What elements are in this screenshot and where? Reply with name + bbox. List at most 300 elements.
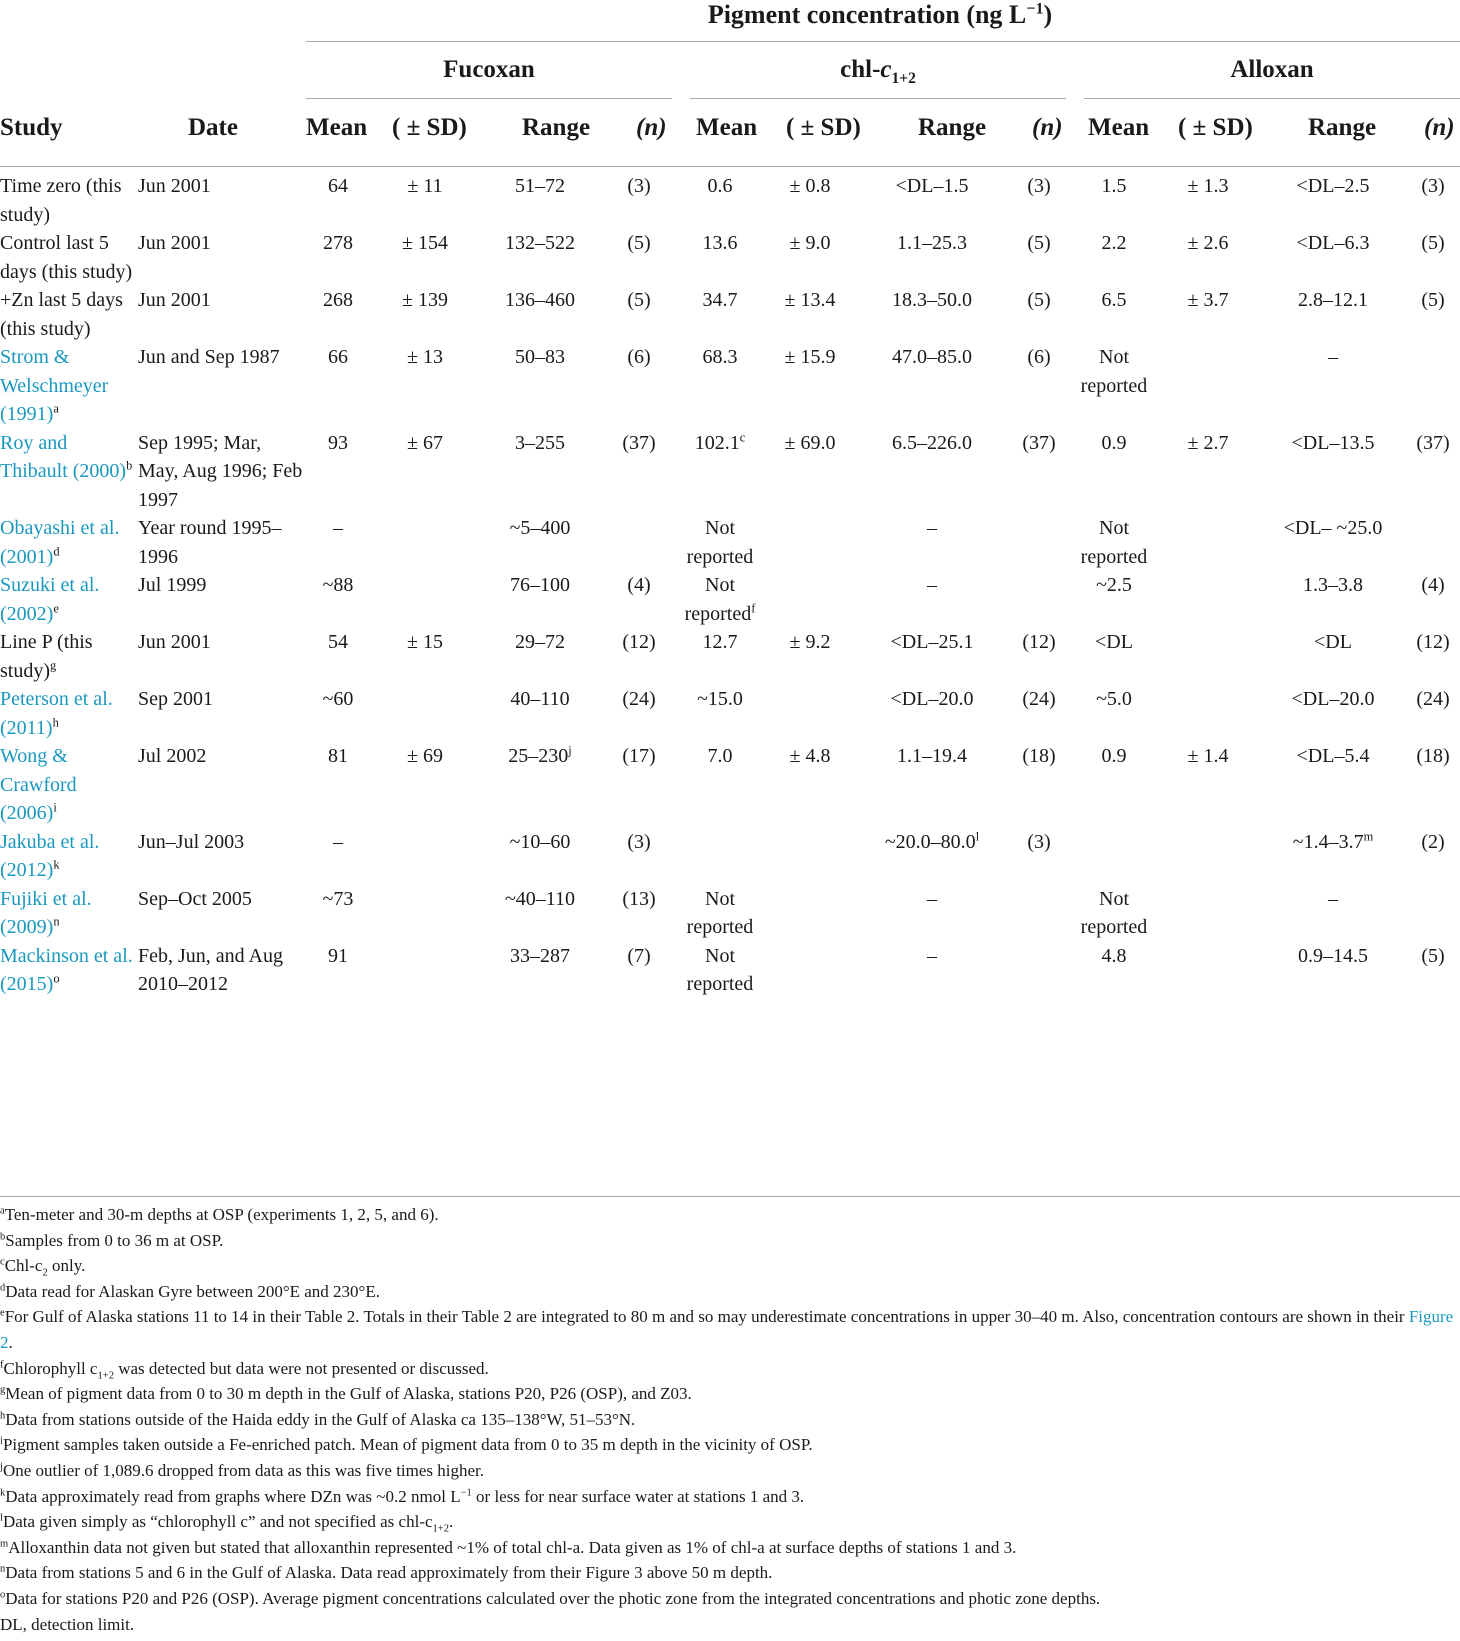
table-row <box>0 885 1460 942</box>
cell-f-n <box>600 742 678 828</box>
cell-f-range-text: 29–72 <box>515 631 565 653</box>
cell-f-mean-text: 66 <box>328 346 348 368</box>
cell-a-range-text: 0.9–14.5 <box>1298 944 1368 967</box>
cell-c-mean-text: Not reported <box>686 887 754 938</box>
col-f-range: Range <box>522 114 591 141</box>
cell-a-mean <box>1072 571 1156 628</box>
cell-a-mean <box>1072 628 1156 685</box>
cell-c-n <box>1006 429 1072 515</box>
cell-f-mean-text: 81 <box>328 745 348 767</box>
cell-f-n <box>600 229 678 286</box>
cell-c-mean <box>678 742 762 828</box>
cell-f-sd <box>370 571 480 628</box>
col-f-n-label: (n) <box>636 114 667 141</box>
cell-a-mean <box>1072 172 1156 229</box>
study-reference-link[interactable]: Mackinson et al. (2015) <box>0 944 133 995</box>
cell-a-sd <box>1156 286 1260 343</box>
cell-c-n-text: (6) <box>1027 346 1051 368</box>
cell-a-range <box>1260 742 1406 828</box>
cell-f-n-text: (3) <box>627 830 651 853</box>
cell-study <box>0 628 138 685</box>
footnote-m-text: Alloxanthin data not given but stated that alloxanthin represented ~1% of total chl-a. Data given as 1% of chl-a at surface depths of stations 1 and 3. <box>8 1537 1017 1557</box>
cell-a-sd <box>1156 429 1260 515</box>
cell-date <box>138 429 306 515</box>
cell-f-n-text: (24) <box>622 688 656 710</box>
cell-f-mean <box>306 343 370 429</box>
cell-f-range <box>480 942 600 999</box>
study-reference-link[interactable]: Roy and Thibault (2000) <box>0 431 127 482</box>
cell-a-n-text: (5) <box>1421 944 1445 967</box>
footnote-marker: g <box>50 657 57 672</box>
group-chl-sub: 1+2 <box>891 70 916 87</box>
cell-a-mean-text: ~2.5 <box>1096 574 1132 596</box>
cell-c-sd-text: ± 13.4 <box>784 289 836 311</box>
cell-a-n <box>1406 742 1460 828</box>
cell-c-sd <box>762 286 858 343</box>
cell-a-mean-text: 6.5 <box>1101 289 1127 311</box>
pigment-data-table <box>0 172 1460 999</box>
cell-f-sd <box>370 628 480 685</box>
cell-f-sd <box>370 343 480 429</box>
col-c-range: Range <box>918 114 987 141</box>
study-reference-link[interactable]: Jakuba et al. (2012) <box>0 830 100 881</box>
cell-a-mean <box>1072 828 1156 885</box>
cell-c-range <box>858 286 1006 343</box>
cell-c-sd <box>762 742 858 828</box>
table-row <box>0 828 1460 885</box>
cell-c-range-text: <DL–20.0 <box>890 688 974 710</box>
footnote-d-text: Data read for Alaskan Gyre between 200°E and 230°E. <box>5 1281 380 1301</box>
study-reference-link[interactable]: Obayashi et al. (2001) <box>0 517 120 568</box>
cell-c-mean <box>678 685 762 742</box>
footnote-m-mark: m <box>0 1538 9 1550</box>
cell-date <box>138 514 306 571</box>
cell-f-sd <box>370 229 480 286</box>
cell-a-mean <box>1072 742 1156 828</box>
cell-c-sd <box>762 229 858 286</box>
cell-f-mean <box>306 942 370 999</box>
study-reference-link[interactable]: Fujiki et al. (2009) <box>0 887 92 938</box>
footnote-marker: h <box>52 714 59 729</box>
table-row <box>0 942 1460 999</box>
footnote-k-post: or less for near surface water at stations 1 and 3. <box>471 1486 805 1506</box>
cell-f-range-text: ~5–400 <box>509 517 571 539</box>
footnote-marker: k <box>53 857 60 872</box>
cell-c-range <box>858 429 1006 515</box>
cell-a-n-text: (2) <box>1421 830 1445 853</box>
cell-c-sd <box>762 828 858 885</box>
cell-f-sd-text: ± 139 <box>402 289 448 311</box>
footnote-m <box>0 1535 1460 1561</box>
cell-a-sd-text: ± 2.7 <box>1187 431 1229 454</box>
cell-a-sd-text: ± 1.3 <box>1187 175 1229 197</box>
footnote-i-mark: i <box>0 1435 3 1447</box>
cell-c-sd <box>762 429 858 515</box>
cell-f-mean <box>306 229 370 286</box>
cell-f-range-text: 76–100 <box>510 574 570 596</box>
footnote-l-mark: l <box>0 1512 3 1524</box>
cell-a-sd <box>1156 885 1260 942</box>
cell-f-mean-text: 64 <box>328 175 348 197</box>
table-row <box>0 628 1460 685</box>
footnote-j-text: One outlier of 1,089.6 dropped from data as this was five times higher. <box>2 1460 485 1480</box>
cell-c-n <box>1006 571 1072 628</box>
cell-a-n <box>1406 514 1460 571</box>
footnote-f-sub: 1+2 <box>97 1369 114 1381</box>
cell-f-n-text: (4) <box>627 574 651 596</box>
table-row <box>0 172 1460 229</box>
cell-date <box>138 885 306 942</box>
cell-c-sd <box>762 343 858 429</box>
cell-c-sd <box>762 628 858 685</box>
col-c-n-label: (n) <box>1032 114 1063 141</box>
cell-f-mean-text: 268 <box>323 289 353 311</box>
cell-f-range <box>480 571 600 628</box>
cell-c-n <box>1006 885 1072 942</box>
col-a-n-label: (n) <box>1424 114 1455 141</box>
cell-f-range-text: 51–72 <box>515 175 565 197</box>
study-reference-link[interactable]: Wong & Crawford (2006) <box>0 745 77 824</box>
cell-study <box>0 742 138 828</box>
cell-f-range <box>480 885 600 942</box>
table-row <box>0 286 1460 343</box>
cell-c-range <box>858 742 1006 828</box>
cell-date-text: Feb, Jun, and Aug 2010–2012 <box>138 944 283 995</box>
footnote-a-text: Ten-meter and 30-m depths at OSP (experiments 1, 2, 5, and 6). <box>4 1205 439 1224</box>
cell-a-sd <box>1156 628 1260 685</box>
cell-date-text: Jun and Sep 1987 <box>138 346 280 368</box>
cell-c-mean-text: 34.7 <box>702 289 738 311</box>
cell-f-sd-text: ± 15 <box>407 631 443 653</box>
cell-date <box>138 828 306 885</box>
cell-a-mean-text: Not reported <box>1080 517 1148 568</box>
cell-c-range-text: 1.1–19.4 <box>897 745 967 767</box>
cell-a-n <box>1406 172 1460 229</box>
footnote-j <box>0 1458 1460 1484</box>
figure-2-link[interactable]: Figure 2 <box>0 1307 1454 1352</box>
cell-a-range-text: <DL– ~25.0 <box>1283 517 1383 539</box>
header-rule <box>0 166 1460 167</box>
footnote-h-mark: h <box>0 1410 6 1422</box>
cell-c-range <box>858 628 1006 685</box>
cell-c-n-text: (3) <box>1027 175 1051 197</box>
cell-a-n <box>1406 942 1460 999</box>
cell-f-range <box>480 429 600 515</box>
cell-f-sd-text: ± 11 <box>407 175 443 197</box>
cell-a-mean-text: 0.9 <box>1101 431 1127 454</box>
cell-a-mean <box>1072 429 1156 515</box>
cell-c-mean-text: Not reported <box>684 574 752 625</box>
study-reference-link[interactable]: Suzuki et al. (2002) <box>0 574 100 625</box>
cell-f-sd <box>370 742 480 828</box>
cell-a-mean <box>1072 942 1156 999</box>
cell-a-sd <box>1156 571 1260 628</box>
footnote-b <box>0 1228 1460 1254</box>
cell-study-text: Line P (this study) <box>0 631 93 682</box>
cell-c-mean <box>678 429 762 515</box>
cell-f-mean <box>306 885 370 942</box>
cell-a-range <box>1260 628 1406 685</box>
footnote-i <box>0 1432 1460 1458</box>
col-f-sd: ( ± SD) <box>392 114 467 141</box>
cell-a-sd-text: ± 3.7 <box>1187 289 1229 311</box>
table-row <box>0 742 1460 828</box>
cell-f-sd <box>370 942 480 999</box>
cell-date-text: Sep–Oct 2005 <box>138 887 252 910</box>
col-a-range: Range <box>1308 114 1377 141</box>
col-c-mean: Mean <box>696 114 758 141</box>
footnote-o <box>0 1586 1460 1612</box>
cell-f-mean <box>306 742 370 828</box>
cell-c-range <box>858 571 1006 628</box>
cell-c-mean-text: 0.6 <box>707 175 733 197</box>
cell-f-mean <box>306 685 370 742</box>
cell-f-mean-text: ~60 <box>322 688 354 710</box>
cell-c-range-text: – <box>927 517 937 539</box>
chl-rule <box>690 98 1066 99</box>
cell-a-mean-text: 4.8 <box>1101 944 1127 967</box>
table-row <box>0 514 1460 571</box>
cell-a-range-text: <DL–13.5 <box>1291 431 1375 454</box>
cell-a-sd <box>1156 229 1260 286</box>
study-reference-link[interactable]: Peterson et al. (2011) <box>0 688 113 739</box>
col-a-sd: ( ± SD) <box>1178 114 1253 141</box>
cell-c-range-text: 18.3–50.0 <box>892 289 972 311</box>
cell-a-mean-text: <DL <box>1095 631 1133 653</box>
cell-study <box>0 429 138 515</box>
cell-a-mean-text: Not reported <box>1080 346 1148 397</box>
cell-f-range-text: 40–110 <box>510 688 570 710</box>
cell-f-mean <box>306 571 370 628</box>
cell-date-text: Jun–Jul 2003 <box>138 830 245 853</box>
cell-a-sd <box>1156 685 1260 742</box>
cell-f-sd <box>370 828 480 885</box>
alloxan-rule <box>1084 98 1460 99</box>
footnote-k <box>0 1484 1460 1510</box>
cell-c-range-text: 47.0–85.0 <box>892 346 972 368</box>
cell-date <box>138 343 306 429</box>
cell-f-n-text: (17) <box>622 745 656 767</box>
cell-c-sd <box>762 685 858 742</box>
cell-a-range-text: – <box>1328 887 1338 910</box>
cell-a-mean <box>1072 685 1156 742</box>
footnote-c-sub: 2 <box>42 1267 48 1279</box>
cell-c-mean-text: Not reported <box>686 517 754 568</box>
table-body <box>0 172 1460 999</box>
cell-date <box>138 229 306 286</box>
footnote-e-pre: For Gulf of Alaska stations 11 to 14 in their Table 2. Totals in their Table 2 are integrated to 80 m and so may underestimate concentrations in upper 30–40 m. Also, concentration contours are shown in their <box>4 1307 1409 1327</box>
group-alloxan: Alloxan <box>1230 56 1314 83</box>
footnote-b-mark: b <box>0 1230 6 1242</box>
cell-f-range-text: 50–83 <box>515 346 565 368</box>
cell-c-mean <box>678 942 762 999</box>
footnote-n <box>0 1560 1460 1586</box>
cell-f-n <box>600 685 678 742</box>
footnote-k-sup: −1 <box>460 1486 472 1498</box>
cell-f-n <box>600 172 678 229</box>
group-chl-italic: c <box>880 56 892 83</box>
cell-date <box>138 742 306 828</box>
cell-date-text: Sep 2001 <box>138 688 213 710</box>
cell-c-n <box>1006 343 1072 429</box>
cell-a-n <box>1406 229 1460 286</box>
cell-a-range <box>1260 286 1406 343</box>
cell-a-range-text: <DL–20.0 <box>1291 688 1375 710</box>
cell-study-text: Time zero (this study) <box>0 175 122 226</box>
cell-study <box>0 828 138 885</box>
cell-study <box>0 885 138 942</box>
cell-c-sd-text: ± 9.0 <box>789 232 831 254</box>
cell-a-range-text: <DL–2.5 <box>1296 175 1370 197</box>
footnote-h <box>0 1407 1460 1433</box>
cell-c-mean-text: 68.3 <box>702 346 738 368</box>
cell-study <box>0 343 138 429</box>
cell-c-range-text: – <box>927 887 937 910</box>
cell-f-mean <box>306 286 370 343</box>
cell-a-sd-text: ± 2.6 <box>1187 232 1229 254</box>
footnote-l-post: . <box>449 1512 454 1532</box>
cell-c-range <box>858 885 1006 942</box>
footnote-g <box>0 1381 1460 1407</box>
footnote-n-text: Data from stations 5 and 6 in the Gulf of Alaska. Data read approximately from their Figure 3 above 50 m depth. <box>5 1563 773 1583</box>
study-reference-link[interactable]: Strom & Welschmeyer (1991) <box>0 346 109 425</box>
cell-f-mean-text: – <box>333 830 343 853</box>
cell-f-sd <box>370 172 480 229</box>
cell-a-n <box>1406 885 1460 942</box>
cell-c-mean <box>678 828 762 885</box>
cell-study-text: +Zn last 5 days (this study) <box>0 289 123 340</box>
cell-c-range <box>858 685 1006 742</box>
cell-study <box>0 942 138 999</box>
cell-date-text: Jul 1999 <box>138 574 207 596</box>
caption-sup: −1 <box>1026 0 1044 18</box>
footnote-marker: a <box>53 401 59 416</box>
cell-f-n-text: (6) <box>627 346 651 368</box>
col-f-mean: Mean <box>306 114 368 141</box>
cell-f-mean <box>306 514 370 571</box>
cell-c-sd-text: ± 9.2 <box>789 631 831 653</box>
caption-rule <box>306 41 1460 42</box>
cell-c-sd-text: ± 4.8 <box>789 745 831 767</box>
footnote-n-mark: n <box>0 1563 6 1575</box>
cell-f-n <box>600 286 678 343</box>
cell-c-n-text: (5) <box>1027 289 1051 311</box>
cell-a-n-text: (4) <box>1421 574 1445 596</box>
cell-c-n <box>1006 229 1072 286</box>
footnote-o-mark: o <box>0 1589 6 1601</box>
cell-f-mean <box>306 172 370 229</box>
cell-f-n <box>600 429 678 515</box>
cell-a-sd <box>1156 172 1260 229</box>
cell-f-range-text: 3–255 <box>515 431 565 454</box>
cell-a-range <box>1260 942 1406 999</box>
cell-f-sd-text: ± 154 <box>402 232 448 254</box>
col-f-n <box>636 114 667 142</box>
cell-study <box>0 514 138 571</box>
cell-date-text: Jun 2001 <box>138 631 211 653</box>
footnote-marker: e <box>53 600 59 615</box>
cell-c-mean-text: Not reported <box>686 944 754 995</box>
cell-a-range-text: <DL–5.4 <box>1296 745 1370 767</box>
footnote-marker: d <box>53 543 60 558</box>
cell-f-n <box>600 828 678 885</box>
footnote-c-mark: c <box>0 1256 5 1268</box>
cell-f-n-text: (5) <box>627 289 651 311</box>
cell-a-range-text: ~1.4–3.7 <box>1292 830 1364 853</box>
group-chl <box>690 56 1066 87</box>
cell-a-n-text: (24) <box>1416 688 1450 710</box>
cell-f-sd <box>370 885 480 942</box>
cell-study <box>0 685 138 742</box>
cell-c-sd-text: ± 15.9 <box>784 346 836 368</box>
cell-date <box>138 685 306 742</box>
cell-a-range-text: <DL <box>1314 631 1352 653</box>
cell-f-sd <box>370 429 480 515</box>
cell-study <box>0 286 138 343</box>
cell-c-mean-text: ~15.0 <box>697 688 743 710</box>
cell-c-sd <box>762 514 858 571</box>
cell-f-n-text: (37) <box>622 431 656 454</box>
cell-a-n-text: (12) <box>1416 631 1450 653</box>
cell-f-mean <box>306 429 370 515</box>
cell-a-mean-text: 2.2 <box>1101 232 1127 254</box>
cell-c-n <box>1006 172 1072 229</box>
footnote-marker: i <box>53 800 57 815</box>
table-row <box>0 429 1460 515</box>
footnote-i-text: Pigment samples taken outside a Fe-enriched patch. Mean of pigment data from 0 to 35 m depth in the vicinity of OSP. <box>2 1435 813 1455</box>
footnote-k-mark: k <box>0 1486 6 1498</box>
footnote-marker: m <box>1363 828 1374 843</box>
col-a-mean: Mean <box>1088 114 1150 141</box>
cell-a-sd <box>1156 942 1260 999</box>
footnote-d <box>0 1279 1460 1305</box>
cell-study-text: Control last 5 days (this study) <box>0 232 133 283</box>
cell-c-n <box>1006 685 1072 742</box>
cell-f-sd-text: ± 69 <box>407 745 443 767</box>
cell-c-mean-text: 12.7 <box>702 631 738 653</box>
col-c-sd: ( ± SD) <box>786 114 861 141</box>
footnote-f <box>0 1356 1460 1382</box>
cell-f-sd-text: ± 13 <box>407 346 443 368</box>
cell-c-mean <box>678 229 762 286</box>
cell-f-sd <box>370 685 480 742</box>
cell-f-range <box>480 828 600 885</box>
cell-c-n <box>1006 628 1072 685</box>
cell-c-n <box>1006 942 1072 999</box>
footnote-e-post: . <box>8 1332 13 1352</box>
footnote-g-mark: g <box>0 1384 6 1396</box>
cell-f-mean-text: ~73 <box>322 887 354 910</box>
cell-date <box>138 628 306 685</box>
cell-study <box>0 172 138 229</box>
cell-a-sd <box>1156 828 1260 885</box>
group-chl-text: chl- <box>840 56 881 83</box>
cell-c-n <box>1006 742 1072 828</box>
cell-study <box>0 229 138 286</box>
cell-c-range <box>858 172 1006 229</box>
cell-a-mean <box>1072 286 1156 343</box>
cell-c-range-text: – <box>927 944 937 967</box>
cell-a-n-text: (37) <box>1416 431 1450 454</box>
cell-f-mean <box>306 628 370 685</box>
cell-c-n-text: (12) <box>1022 631 1056 653</box>
cell-c-mean <box>678 514 762 571</box>
cell-c-range <box>858 343 1006 429</box>
cell-a-range-text: 2.8–12.1 <box>1298 289 1368 311</box>
cell-date <box>138 942 306 999</box>
cell-f-range-text: ~10–60 <box>509 830 571 853</box>
footnote-marker: o <box>53 971 60 986</box>
